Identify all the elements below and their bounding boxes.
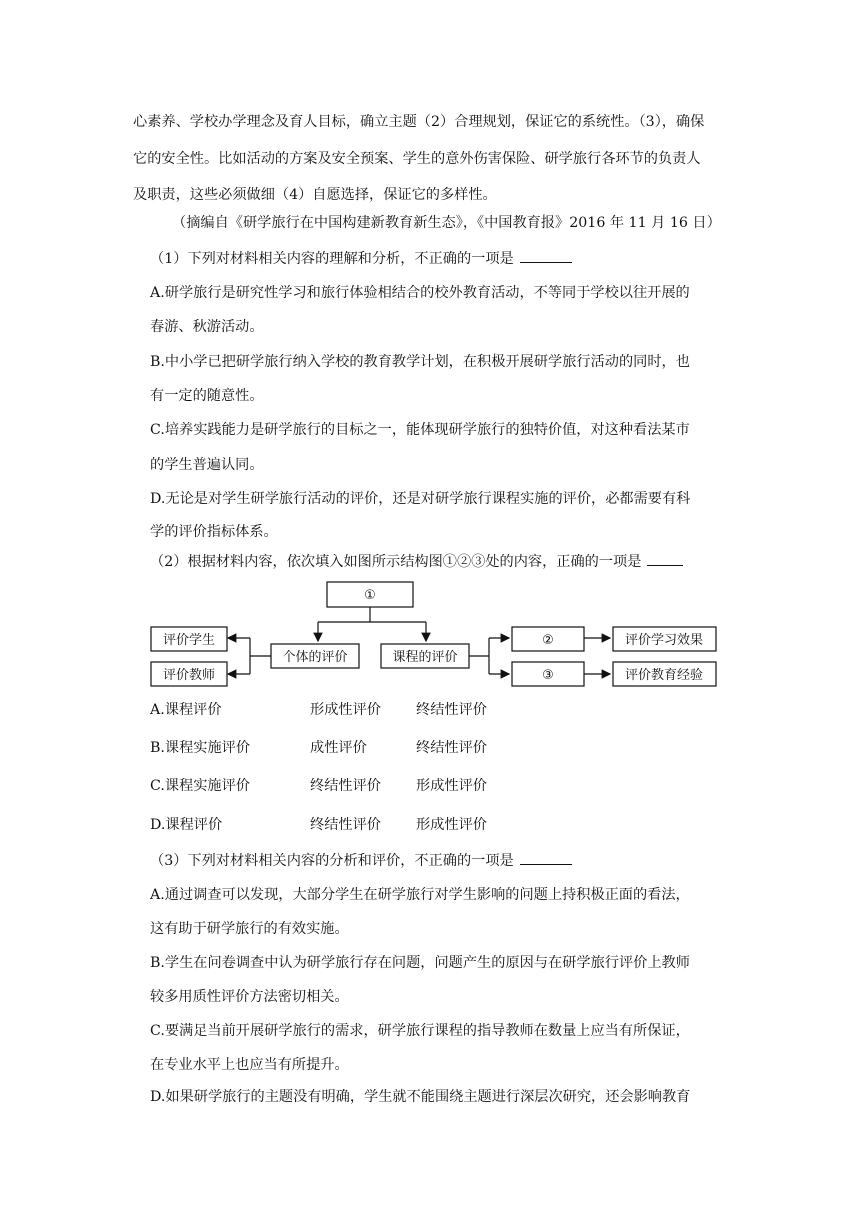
diagram-node-students: 评价学生 xyxy=(162,633,216,648)
diagram-node-1: ① xyxy=(364,588,376,603)
q1-option-a-cont: 春游、秋游活动。 xyxy=(150,319,264,335)
q3-option-c-cont: 在专业水平上也应当有所提升。 xyxy=(150,1057,349,1073)
q2-option-b-col1: B.课程实施评价 xyxy=(150,740,251,756)
answer-blank xyxy=(520,850,572,865)
q1-option-d-cont: 学的评价指标体系。 xyxy=(150,524,278,540)
diagram-node-experience: 评价教育经验 xyxy=(624,668,704,683)
answer-blank xyxy=(647,551,683,566)
diagram-node-2: ② xyxy=(542,633,554,648)
q3-option-a: A.通过调查可以发现，大部分学生在研学旅行对学生影响的问题上持积极正面的看法， xyxy=(150,887,690,903)
q2-option-c-col1: C.课程实施评价 xyxy=(150,778,250,794)
q3-option-b: B.学生在问卷调查中认为研学旅行存在问题，问题产生的原因与在研学旅行评价上教师 xyxy=(150,955,690,971)
q2-option-c-col2: 终结性评价 xyxy=(310,778,381,794)
q2-option-b-col3: 终结性评价 xyxy=(416,740,487,756)
q2-option-d-col3: 形成性评价 xyxy=(416,817,487,833)
q2-option-d-col2: 终结性评价 xyxy=(310,817,381,833)
q3-option-a-cont: 这有助于研学旅行的有效实施。 xyxy=(150,921,349,937)
source-citation: （摘编自《研学旅行在中国构建新教育新生态》，《中国教育报》2016 年 11 月 16 日） xyxy=(172,215,721,231)
diagram-node-individual: 个体的评价 xyxy=(282,650,348,665)
intro-line-2: 它的安全性。比如活动的方案及安全预案、学生的意外伤害保险、研学旅行各环节的负责人 xyxy=(133,151,701,167)
q3-option-b-cont: 较多用质性评价方法密切相关。 xyxy=(150,989,349,1005)
diagram-node-teachers: 评价教师 xyxy=(162,668,216,683)
q1-option-c-cont: 的学生普遍认同。 xyxy=(150,457,264,473)
q1-option-c: C.培养实践能力是研学旅行的目标之一，能体现研学旅行的独特价值，对这种看法某市 xyxy=(150,422,690,438)
q1-option-b-cont: 有一定的随意性。 xyxy=(150,388,264,404)
q2-option-d-col1: D.课程评价 xyxy=(150,817,223,833)
q3-option-d: D.如果研学旅行的主题没有明确，学生就不能围绕主题进行深层次研究，还会影响教育 xyxy=(150,1089,691,1105)
intro-line-3: 及职责，这些必须做细（4）自愿选择，保证它的多样性。 xyxy=(133,187,497,203)
q1-stem: （1）下列对材料相关内容的理解和分析，不正确的一项是 xyxy=(150,248,572,269)
q2-option-b-col2: 成性评价 xyxy=(310,740,367,756)
q2-option-c-col3: 形成性评价 xyxy=(416,778,487,794)
q1-option-b: B.中小学已把研学旅行纳入学校的教育教学计划，在积极开展研学旅行活动的同时，也 xyxy=(150,354,690,370)
q1-option-d: D.无论是对学生研学旅行活动的评价，还是对研学旅行课程实施的评价，必都需要有科 xyxy=(150,491,691,507)
q3-stem: （3）下列对材料相关内容的分析和评价，不正确的一项是 xyxy=(150,850,572,871)
q2-option-a-col3: 终结性评价 xyxy=(416,702,487,718)
q2-option-a-col2: 形成性评价 xyxy=(310,702,381,718)
intro-line-1: 心素养、学校办学理念及育人目标，确立主题（2）合理规划，保证它的系统性。（3），确保 xyxy=(133,114,705,130)
answer-blank xyxy=(520,248,572,263)
diagram-node-3: ③ xyxy=(542,668,554,683)
q1-option-a: A.研学旅行是研究性学习和旅行体验相结合的校外教育活动，不等同于学校以往开展的 xyxy=(150,285,690,301)
q2-stem: （2）根据材料内容，依次填入如图所示结构图①②③处的内容，正确的一项是 xyxy=(150,551,683,572)
diagram-node-course: 课程的评价 xyxy=(392,650,458,665)
structure-diagram xyxy=(0,578,860,698)
diagram-node-learning: 评价学习效果 xyxy=(624,633,704,648)
q3-option-c: C.要满足当前开展研学旅行的需求，研学旅行课程的指导教师在数量上应当有所保证， xyxy=(150,1023,690,1039)
q2-option-a-col1: A.课程评价 xyxy=(150,702,222,718)
